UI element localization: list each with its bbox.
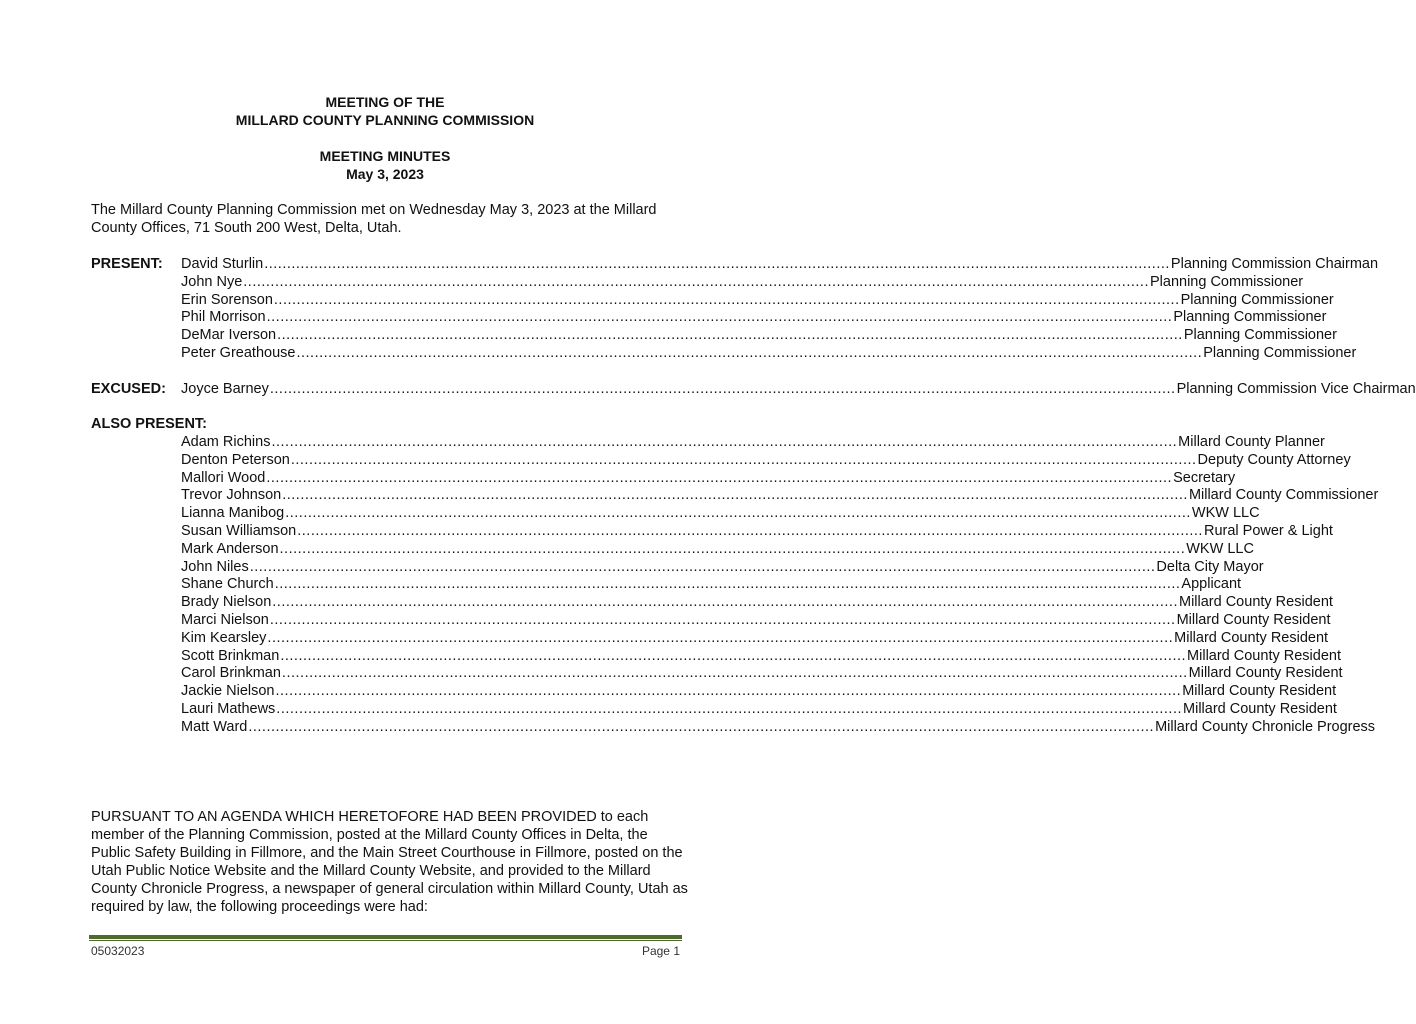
attendee-name: Mallori Wood [181, 469, 266, 486]
heading-line-1: MEETING OF THE [325, 94, 445, 110]
attendee-role: WKW LLC [1191, 505, 1260, 522]
attendee-name: John Niles [181, 558, 249, 575]
meeting-heading [0, 93, 770, 129]
attendee-row [181, 540, 1254, 558]
attendee-row [181, 522, 1333, 540]
dot-leader: ........................................................................................................................................................................................................ [282, 487, 1188, 504]
attendee-name: Jackie Nielson [181, 683, 275, 700]
attendee-row [181, 469, 1236, 487]
attendee-row [181, 647, 1341, 665]
dot-leader: ........................................................................................................................................................................................................ [266, 309, 1173, 326]
dot-leader: ........................................................................................................................................................................................................ [296, 345, 1203, 361]
attendee-role: Millard County Resident [1187, 647, 1341, 664]
footer-doc-number: 05032023 [91, 944, 145, 958]
attendee-row [181, 255, 1379, 273]
attendee-name: DeMar Iverson [181, 327, 277, 344]
attendee-role: Planning Commission Vice Chairman [1176, 381, 1416, 397]
attendee-row [181, 558, 1264, 576]
attendee-role: Secretary [1173, 469, 1236, 486]
attendee-role: Planning Commissioner [1180, 291, 1334, 308]
attendee-role: Millard County Planner [1178, 434, 1325, 450]
dot-leader: ........................................................................................................................................................................................................ [269, 381, 1176, 397]
dot-leader: ........................................................................................................................................................................................................ [280, 647, 1187, 664]
minutes-heading [0, 147, 770, 183]
dot-leader: ........................................................................................................................................................................................................ [285, 505, 1191, 522]
attendee-role: Planning Commissioner [1183, 327, 1337, 344]
attendee-row [181, 629, 1329, 647]
dot-leader: ........................................................................................................................................................................................................ [248, 718, 1155, 735]
attendee-name: Lianna Manibog [181, 505, 285, 522]
attendee-name: Mark Anderson [181, 540, 279, 557]
present-label: PRESENT: [91, 256, 163, 272]
attendee-role: Millard County Resident [1188, 665, 1343, 682]
attendee-name: Erin Sorenson [181, 291, 273, 308]
excused-label: EXCUSED: [91, 381, 166, 397]
attendee-name: Matt Ward [181, 718, 248, 735]
attendee-row [181, 718, 1376, 736]
attendee-role: Planning Commissioner [1203, 345, 1357, 361]
footer-page-number: Page 1 [641, 944, 680, 958]
pursuant-paragraph: PURSUANT TO AN AGENDA WHICH HERETOFORE HAD BEEN PROVIDED to each member of the Planning Commission, posted at the Millard County Offices in Delta, the Public Safety Building in Fillmore, and the Main Street Courthouse in Fillmore, posted on the Utah Public Notice Website and the Millard County Website, and provided to the Millard County Chronicle Progress, a newspaper of general circulation within Millard County, Utah as required by law, the following proceedings were had: [91, 809, 688, 915]
attendee-role: Planning Commissioner [1149, 273, 1304, 290]
intro-paragraph: The Millard County Planning Commission met on Wednesday May 3, 2023 at the Millard County Offices, 71 South 200 West, Delta, Utah. [91, 202, 657, 236]
attendee-name: Phil Morrison [181, 309, 266, 326]
attendee-row [181, 433, 1325, 451]
attendee-role: Delta City Mayor [1156, 558, 1264, 575]
attendee-row [181, 451, 1351, 469]
meeting-date: May 3, 2023 [346, 166, 424, 182]
also-present-label: ALSO PRESENT: [91, 416, 208, 432]
dot-leader: ........................................................................................................................................................................................................ [290, 451, 1197, 468]
attendee-name: Joyce Barney [181, 381, 269, 397]
attendee-name: David Sturlin [181, 256, 264, 272]
attendee-row [181, 700, 1337, 718]
dot-leader: ........................................................................................................................................................................................................ [277, 327, 1183, 344]
attendee-name: Denton Peterson [181, 451, 290, 468]
attendee-role: Millard County Resident [1176, 612, 1331, 628]
attendee-name: Trevor Johnson [181, 487, 282, 504]
footer-rule [89, 935, 682, 939]
attendee-name: Kim Kearsley [181, 629, 267, 646]
attendee-row [181, 575, 1242, 593]
attendee-role: Applicant [1181, 576, 1242, 593]
attendee-name: Marci Nielson [181, 612, 269, 628]
attendee-role: Millard County Commissioner [1188, 487, 1379, 504]
attendee-role: Millard County Resident [1182, 683, 1337, 700]
dot-leader: ........................................................................................................................................................................................................ [275, 683, 1182, 700]
attendee-role: Millard County Chronicle Progress [1155, 718, 1376, 735]
attendee-name: Carol Brinkman [181, 665, 281, 682]
attendee-role: Deputy County Attorney [1197, 451, 1351, 468]
attendee-row [181, 273, 1304, 291]
dot-leader: ........................................................................................................................................................................................................ [269, 612, 1176, 628]
attendee-row [181, 326, 1337, 344]
attendee-name: Adam Richins [181, 434, 271, 450]
attendee-name: Shane Church [181, 576, 274, 593]
attendee-row [181, 380, 1416, 398]
dot-leader: ........................................................................................................................................................................................................ [297, 523, 1203, 539]
heading-line-2: MILLARD COUNTY PLANNING COMMISSION [235, 112, 535, 128]
footer-rule-thin [89, 940, 682, 941]
dot-leader: ........................................................................................................................................................................................................ [276, 701, 1183, 717]
attendee-role: Millard County Resident [1178, 594, 1333, 611]
dot-leader: ........................................................................................................................................................................................................ [281, 665, 1188, 682]
attendee-row [181, 291, 1334, 309]
attendee-name: Brady Nielson [181, 594, 272, 611]
dot-leader: ........................................................................................................................................................................................................ [249, 558, 1156, 575]
attendee-row [181, 308, 1327, 326]
attendee-row [181, 611, 1331, 629]
dot-leader: ........................................................................................................................................................................................................ [273, 291, 1180, 308]
dot-leader: ........................................................................................................................................................................................................ [272, 594, 1178, 611]
attendee-name: Lauri Mathews [181, 701, 276, 717]
attendee-name: Peter Greathouse [181, 345, 296, 361]
attendee-row [181, 344, 1357, 362]
dot-leader: ........................................................................................................................................................................................................ [279, 540, 1186, 557]
attendee-row [181, 593, 1333, 611]
dot-leader: ........................................................................................................................................................................................................ [266, 469, 1173, 486]
attendee-row [181, 664, 1343, 682]
attendee-name: Susan Williamson [181, 523, 297, 539]
dot-leader: ........................................................................................................................................................................................................ [264, 256, 1170, 272]
attendee-role: Rural Power & Light [1203, 523, 1333, 539]
attendee-role: Planning Commissioner [1173, 309, 1327, 326]
attendee-role: WKW LLC [1186, 540, 1254, 557]
attendee-role: Millard County Resident [1183, 701, 1337, 717]
attendee-name: John Nye [181, 273, 243, 290]
dot-leader: ........................................................................................................................................................................................................ [274, 576, 1181, 593]
dot-leader: ........................................................................................................................................................................................................ [267, 629, 1174, 646]
dot-leader: ........................................................................................................................................................................................................ [271, 434, 1178, 450]
dot-leader: ........................................................................................................................................................................................................ [243, 273, 1149, 290]
heading-line-3: MEETING MINUTES [319, 148, 451, 164]
attendee-row [181, 504, 1260, 522]
attendee-row [181, 486, 1379, 504]
attendee-name: Scott Brinkman [181, 647, 280, 664]
attendee-role: Planning Commission Chairman [1170, 256, 1379, 272]
attendee-role: Millard County Resident [1174, 629, 1329, 646]
attendee-row [181, 682, 1337, 700]
